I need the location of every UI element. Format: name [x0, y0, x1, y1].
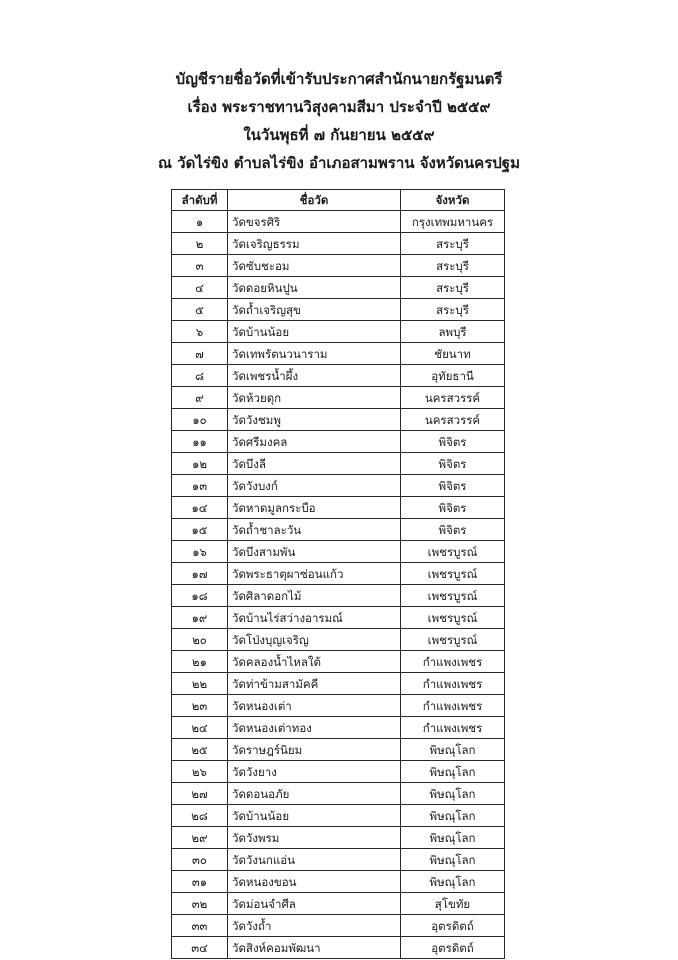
province-name: สระบุรี [401, 277, 505, 299]
table-row [172, 739, 505, 761]
province-name: พิจิตร [401, 519, 505, 541]
row-number: ๖ [172, 321, 228, 343]
province-name: กำแพงเพชร [401, 717, 505, 739]
row-number: ๒๔ [172, 717, 228, 739]
row-number: ๕ [172, 299, 228, 321]
row-number: ๑๑ [172, 431, 228, 453]
temple-name: วัดวังนกแอ่น [228, 849, 401, 871]
row-number: ๑๗ [172, 563, 228, 585]
temple-name: วัดหาดมูลกระบือ [228, 497, 401, 519]
table-row [172, 475, 505, 497]
temple-name: วัดขจรศิริ [228, 211, 401, 233]
table-row [172, 761, 505, 783]
temple-name: วัดวังบงก์ [228, 475, 401, 497]
row-number: ๑๐ [172, 409, 228, 431]
document-location: ณ วัดไร่ขิง ตำบลไร่ขิง อำเภอสามพราน จังหวัดนครปฐม [158, 154, 520, 172]
temple-name: วัดวังยาง [228, 761, 401, 783]
document-date: ในวันพุธที่ ๗ กันยายน ๒๕๕๙ [243, 126, 435, 144]
province-name: เพชรบูรณ์ [401, 629, 505, 651]
temple-name: วัดหนองเต่าทอง [228, 717, 401, 739]
table-row [172, 717, 505, 739]
table-body [172, 211, 505, 959]
province-name: กำแพงเพชร [401, 673, 505, 695]
row-number: ๑ [172, 211, 228, 233]
row-number: ๘ [172, 365, 228, 387]
document-title: บัญชีรายชื่อวัดที่เข้ารับประกาศสำนักนายกรัฐมนตรี [175, 70, 503, 88]
row-number: ๒๓ [172, 695, 228, 717]
row-number: ๒๑ [172, 651, 228, 673]
table-row [172, 277, 505, 299]
province-name: ชัยนาท [401, 343, 505, 365]
header-temple-name: ชื่อวัด [228, 190, 401, 211]
province-name: พิษณุโลก [401, 805, 505, 827]
temple-name: วัดบึงลี [228, 453, 401, 475]
table-row [172, 387, 505, 409]
temple-name: วัดเพชรน้ำผึ้ง [228, 365, 401, 387]
row-number: ๒ [172, 233, 228, 255]
table-row [172, 409, 505, 431]
temple-name: วัดราษฎร์นิยม [228, 739, 401, 761]
province-name: สระบุรี [401, 255, 505, 277]
province-name: พิจิตร [401, 497, 505, 519]
row-number: ๓๓ [172, 915, 228, 937]
province-name: พิจิตร [401, 475, 505, 497]
temple-name: วัดพระธาตุผาซ่อนแก้ว [228, 563, 401, 585]
table-header-row [172, 190, 505, 211]
temple-name: วัดศรีมงคล [228, 431, 401, 453]
province-name: เพชรบูรณ์ [401, 585, 505, 607]
temple-name: วัดสิงห์คอมพัฒนา [228, 937, 401, 959]
table-row [172, 673, 505, 695]
row-number: ๑๓ [172, 475, 228, 497]
row-number: ๒๘ [172, 805, 228, 827]
row-number: ๓๐ [172, 849, 228, 871]
temple-name: วัดโป่งบุญเจริญ [228, 629, 401, 651]
row-number: ๙ [172, 387, 228, 409]
temple-name: วัดหนองเต่า [228, 695, 401, 717]
province-name: พิจิตร [401, 453, 505, 475]
province-name: เพชรบูรณ์ [401, 563, 505, 585]
province-name: พิษณุโลก [401, 783, 505, 805]
temple-name: วัดบ้านน้อย [228, 321, 401, 343]
row-number: ๑๘ [172, 585, 228, 607]
table-row [172, 431, 505, 453]
province-name: อุตรดิตถ์ [401, 937, 505, 959]
table-row [172, 893, 505, 915]
header-province: จังหวัด [401, 190, 505, 211]
table-row [172, 343, 505, 365]
table-row [172, 255, 505, 277]
temple-name: วัดบึงสามพัน [228, 541, 401, 563]
table-row [172, 365, 505, 387]
table-row [172, 497, 505, 519]
table-row [172, 629, 505, 651]
table-row [172, 695, 505, 717]
row-number: ๓๑ [172, 871, 228, 893]
province-name: นครสวรรค์ [401, 387, 505, 409]
temple-name: วัดวังถ้ำ [228, 915, 401, 937]
table-row [172, 607, 505, 629]
province-name: กำแพงเพชร [401, 651, 505, 673]
row-number: ๔ [172, 277, 228, 299]
table-row [172, 519, 505, 541]
province-name: ลพบุรี [401, 321, 505, 343]
table-row [172, 783, 505, 805]
province-name: พิษณุโลก [401, 849, 505, 871]
document-subject: เรื่อง พระราชทานวิสุงคามสีมา ประจำปี ๒๕๕๙ [187, 98, 491, 116]
table-row [172, 233, 505, 255]
temple-name: วัดถ้ำเจริญสุข [228, 299, 401, 321]
temple-name: วัดดอยหินปูน [228, 277, 401, 299]
temple-list-table [171, 189, 505, 959]
table-row [172, 827, 505, 849]
table-row [172, 805, 505, 827]
table-row [172, 453, 505, 475]
province-name: พิษณุโลก [401, 739, 505, 761]
table-row [172, 541, 505, 563]
province-name: พิษณุโลก [401, 871, 505, 893]
province-name: สระบุรี [401, 299, 505, 321]
table-row [172, 211, 505, 233]
table-header [172, 190, 505, 211]
table-row [172, 915, 505, 937]
row-number: ๑๒ [172, 453, 228, 475]
table-row [172, 563, 505, 585]
row-number: ๒๕ [172, 739, 228, 761]
row-number: ๑๙ [172, 607, 228, 629]
table-row [172, 651, 505, 673]
table-row [172, 871, 505, 893]
temple-name: วัดเจริญธรรม [228, 233, 401, 255]
province-name: เพชรบูรณ์ [401, 541, 505, 563]
temple-name: วัดคลองน้ำไหลใต้ [228, 651, 401, 673]
row-number: ๒๙ [172, 827, 228, 849]
table-row [172, 849, 505, 871]
temple-name: วัดท่าข้ามสามัคคี [228, 673, 401, 695]
temple-name: วัดดอนอภัย [228, 783, 401, 805]
row-number: ๒๗ [172, 783, 228, 805]
temple-name: วัดบ้านน้อย [228, 805, 401, 827]
row-number: ๗ [172, 343, 228, 365]
row-number: ๓ [172, 255, 228, 277]
temple-name: วัดซับชะอม [228, 255, 401, 277]
temple-name: วัดห้วยดุก [228, 387, 401, 409]
temple-name: วัดวังพรม [228, 827, 401, 849]
row-number: ๑๖ [172, 541, 228, 563]
province-name: สุโขทัย [401, 893, 505, 915]
temple-name: วัดบ้านไร่สว่างอารมณ์ [228, 607, 401, 629]
row-number: ๒๖ [172, 761, 228, 783]
province-name: กรุงเทพมหานคร [401, 211, 505, 233]
table-row [172, 937, 505, 959]
table-row [172, 585, 505, 607]
province-name: อุตรดิตถ์ [401, 915, 505, 937]
province-name: อุทัยธานี [401, 365, 505, 387]
temple-name: วัดม่อนจำศีล [228, 893, 401, 915]
row-number: ๑๕ [172, 519, 228, 541]
row-number: ๒๒ [172, 673, 228, 695]
temple-name: วัดศิลาดอกไม้ [228, 585, 401, 607]
temple-name: วัดหนองขอน [228, 871, 401, 893]
row-number: ๓๒ [172, 893, 228, 915]
province-name: กำแพงเพชร [401, 695, 505, 717]
temple-name: วัดวังชมพู [228, 409, 401, 431]
province-name: สระบุรี [401, 233, 505, 255]
table-row [172, 299, 505, 321]
province-name: นครสวรรค์ [401, 409, 505, 431]
row-number: ๑๔ [172, 497, 228, 519]
temple-name: วัดถ้ำชาละวัน [228, 519, 401, 541]
row-number: ๒๐ [172, 629, 228, 651]
table-row [172, 321, 505, 343]
province-name: เพชรบูรณ์ [401, 607, 505, 629]
province-name: พิษณุโลก [401, 827, 505, 849]
header-number: ลำดับที่ [172, 190, 228, 211]
row-number: ๓๔ [172, 937, 228, 959]
province-name: พิษณุโลก [401, 761, 505, 783]
temple-name: วัดเทพรัตนวนาราม [228, 343, 401, 365]
province-name: พิจิตร [401, 431, 505, 453]
